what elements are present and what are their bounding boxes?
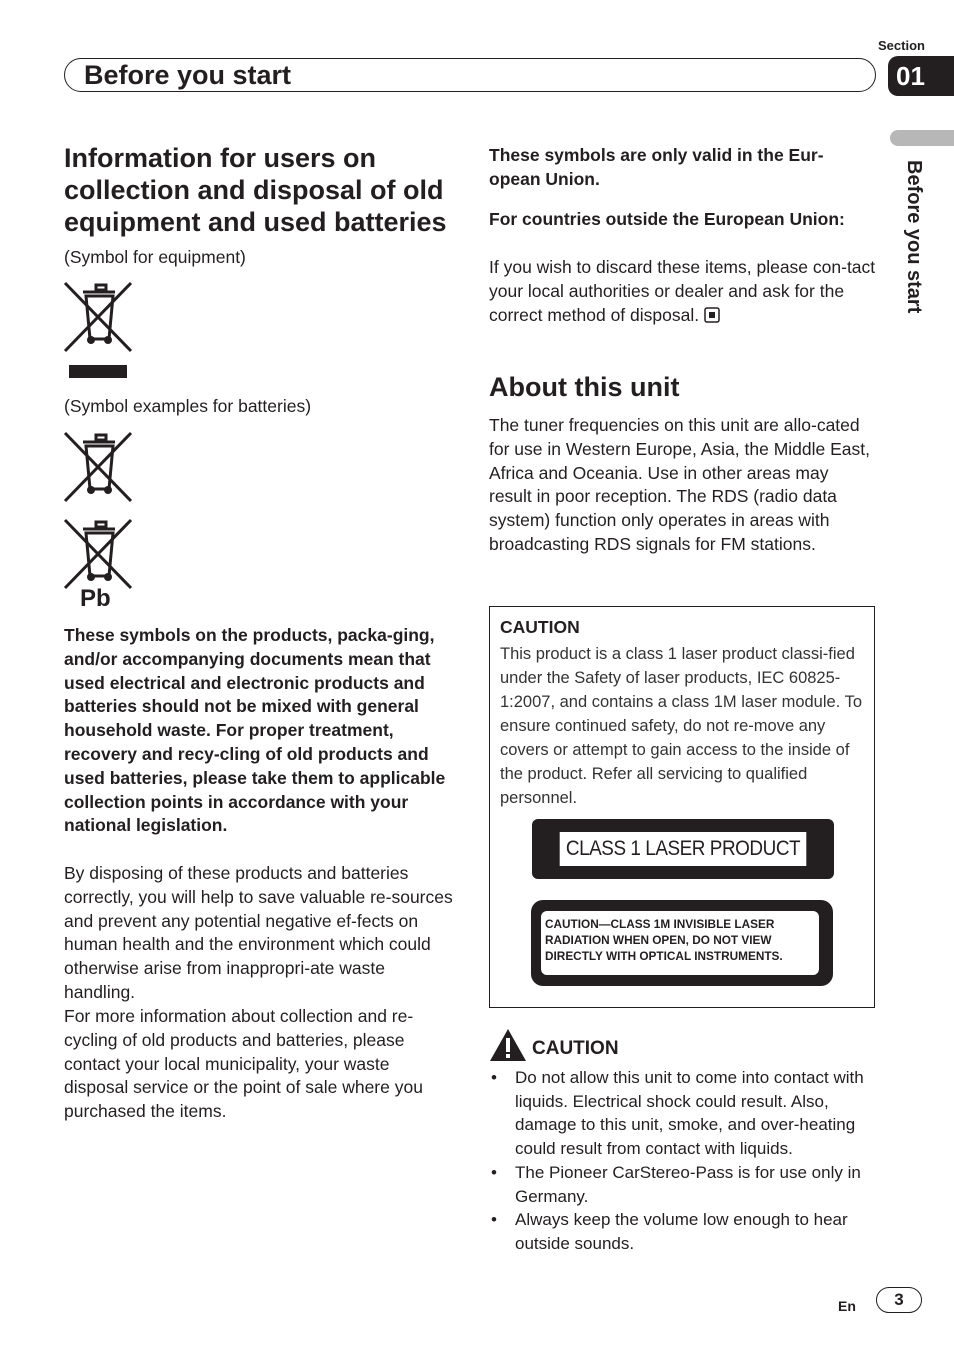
caution-box-text: This product is a class 1 laser product classi-fied under the Safety of laser products, IEC 60825-1:2007, and contains a class 1M laser module. To ensure continued safety, do not re-move any covers or attempt to gain access to the inside of the product. Refer all servicing to qualified personnel. (500, 645, 862, 807)
outside-eu-text-body: If you wish to discard these items, please con-tact your local authorities or dealer and ask for the correct method of disposal. (489, 257, 876, 325)
disposal-paragraph-2: For more information about collection and re-cycling of old products and batteries, please contact your local municipality, your waste disposal service or the point of sale where you purchased the items. (64, 1006, 423, 1122)
class1m-label-text: CAUTION—CLASS 1M INVISIBLE LASER RADIATION WHEN OPEN, DO NOT VIEW DIRECTLY WITH OPTICAL INSTRUMENTS. (541, 911, 819, 975)
side-section-label: Before you start (903, 160, 925, 314)
caution-list (489, 1066, 889, 1256)
page-number: 3 (876, 1287, 922, 1313)
caution-item: • The Pioneer CarStereo-Pass is for use only in Germany. (489, 1161, 889, 1208)
crossed-bin-equipment-icon (63, 281, 133, 353)
end-mark-icon (704, 307, 720, 323)
disposal-paragraph-1: By disposing of these products and batteries correctly, you will help to save valuable re-sources and prevent any potential negative ef-fects on human health and the environment which could otherwise arise from inappropri-ate waste handling. (64, 863, 453, 1002)
outside-eu-heading: For countries outside the European Union: (489, 209, 845, 229)
outside-eu-text (489, 255, 879, 327)
disposal-heading: Information for users on collection and disposal of old equipment and used batteries (64, 143, 447, 237)
about-heading: About this unit (489, 372, 680, 402)
caution-item: • Do not allow this unit to come into contact with liquids. Electrical shock could result. Also, damage to this unit, smoke, and over-heating could result from contact with liquids. (489, 1066, 889, 1161)
section-number-tab: 01 (888, 56, 954, 96)
caution-item: • Always keep the volume low enough to hear outside sounds. (489, 1208, 889, 1255)
crossed-bin-battery-icon (63, 431, 133, 503)
equipment-date-bar (69, 365, 127, 378)
caution-heading: CAUTION (532, 1038, 619, 1059)
warning-triangle-icon (489, 1028, 527, 1062)
disposal-bold-paragraph: These symbols on the products, packa-ging, and/or accompanying documents mean that used electrical and electronic products and batteries should not be mixed with general household waste. For proper treatment, recovery and recy-cling of old products and used batteries, please take them to applicable collection points in accordance with your national legislation. (64, 625, 446, 836)
class1-label-text: CLASS 1 LASER PRODUCT (560, 832, 807, 866)
section-label: Section (878, 38, 925, 53)
side-tab-bar (890, 130, 954, 146)
language-label: En (838, 1298, 856, 1314)
symbol-equipment-caption: (Symbol for equipment) (64, 247, 246, 267)
page-title: Before you start (84, 60, 292, 90)
caution-box-title: CAUTION (500, 617, 580, 637)
about-text: The tuner frequencies on this unit are allo-cated for use in Western Europe, Asia, the Middle East, Africa and Oceania. Use in other areas may result in poor reception. The RDS (radio data system) function only operates in areas with broadcasting RDS signals for FM stations. (489, 415, 870, 554)
crossed-bin-pb-battery-icon (63, 518, 133, 590)
symbol-batteries-caption: (Symbol examples for batteries) (64, 396, 312, 416)
eu-only-note: These symbols are only valid in the Eur-opean Union. (489, 145, 824, 189)
pb-label: Pb (80, 585, 111, 612)
